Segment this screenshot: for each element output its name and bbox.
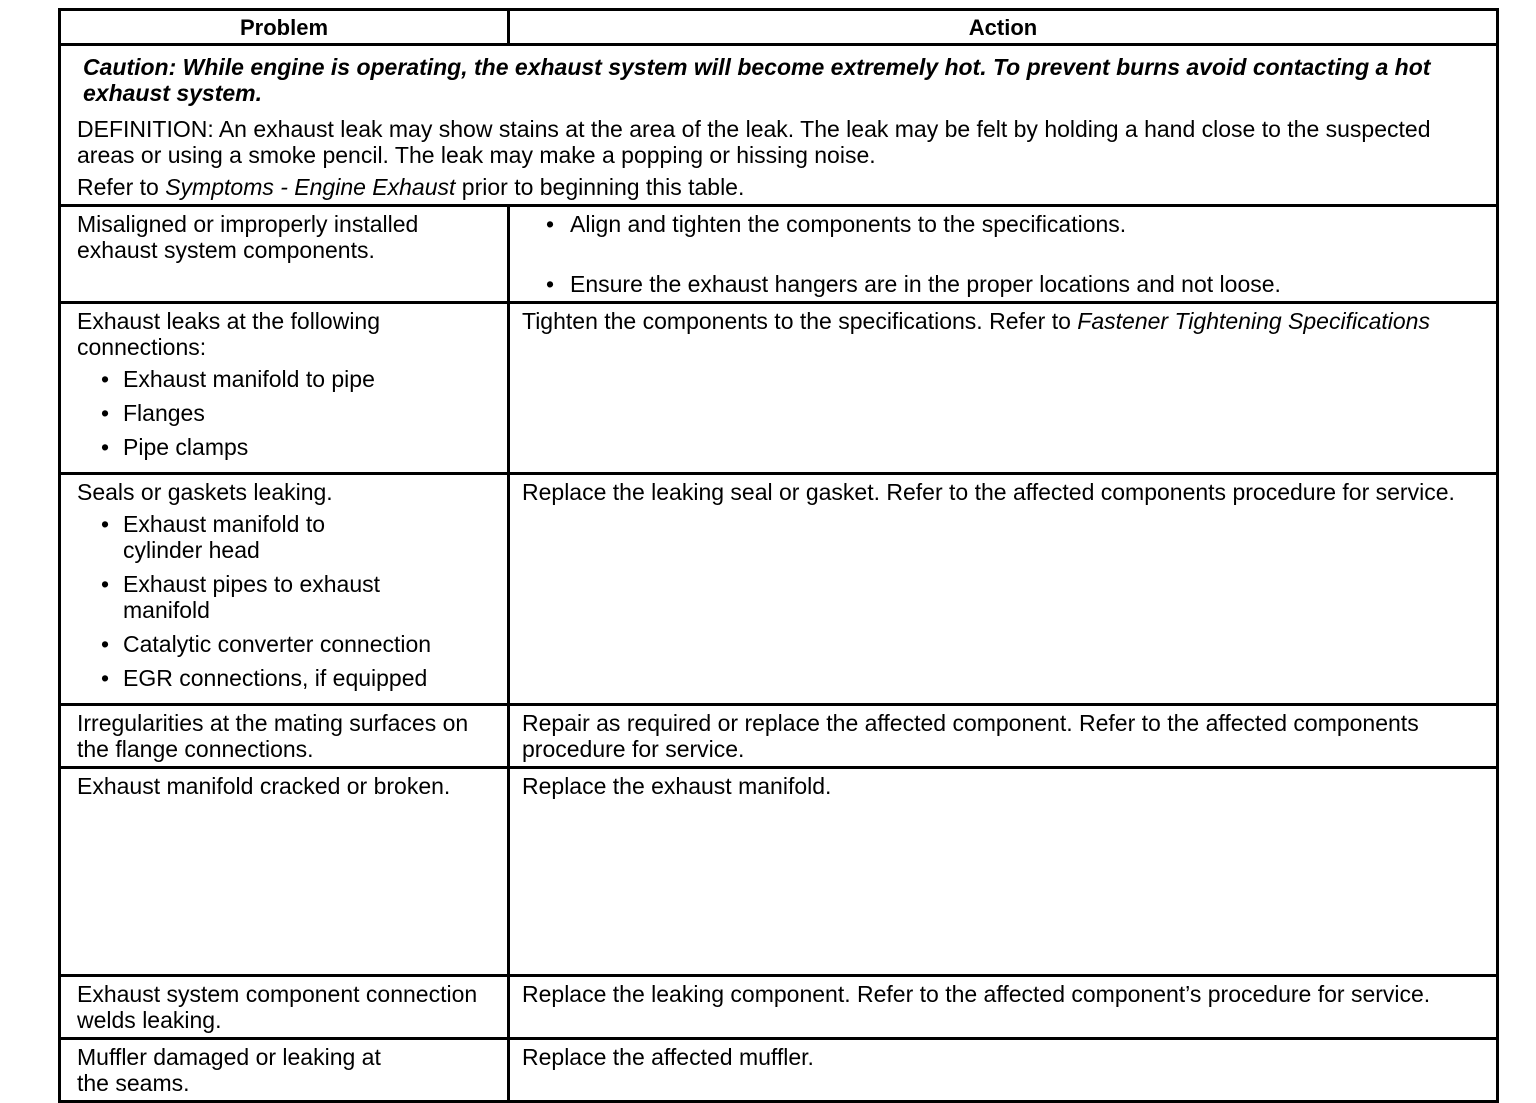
action-text: Replace the leaking component. Refer to the affected component’s procedure for service. [522,981,1431,1007]
diagnostic-table [58,8,1499,1103]
refer-suffix: prior to beginning this table. [461,174,745,200]
table-row [60,768,1498,976]
action-text [522,308,1430,334]
action-bullet: • Align and tighten the components to the specifications. [546,211,1484,237]
action-text: Repair as required or replace the affected component. Refer to the affected components procedure for service. [522,710,1419,762]
problem-text: Misaligned or improperly installed exhaust system components. [77,211,419,263]
action-cell [509,768,1498,976]
problem-bullet: • Flanges [101,400,499,426]
problem-bullet: • Exhaust manifold to pipe [101,366,499,392]
table-row [60,1039,1498,1102]
problem-text: Exhaust leaks at the following connections: [77,308,381,360]
action-column-header: Action [509,10,1498,45]
problem-cell [60,206,509,303]
problem-bullet: • EGR connections, if equipped [101,665,499,691]
action-text-main: Tighten the components to the specifications. Refer to [522,308,1071,334]
symptoms-link[interactable]: Symptoms - Engine Exhaust [165,174,456,200]
fastener-spec-link[interactable]: Fastener Tightening Specifications [1077,308,1430,334]
intro-cell [60,45,1498,206]
action-cell [509,474,1498,705]
action-cell [509,206,1498,303]
action-cell [509,303,1498,474]
action-cell [509,976,1498,1039]
problem-text: Exhaust system component connection welds leaking. [77,981,478,1033]
problem-bullet-list [77,366,499,460]
table-row [60,976,1498,1039]
problem-bullet: • Catalytic converter connection [101,631,499,657]
problem-text: Seals or gaskets leaking. [77,479,333,505]
header-row [60,10,1498,45]
action-text: Replace the leaking seal or gasket. Refer to the affected components procedure for service. [522,479,1455,505]
table-row [60,206,1498,303]
action-cell [509,705,1498,768]
action-text: Replace the exhaust manifold. [522,773,832,799]
problem-text: Irregularities at the mating surfaces on the flange connections. [77,710,469,762]
table-row [60,303,1498,474]
problem-text: Exhaust manifold cracked or broken. [77,773,451,799]
table-row [60,474,1498,705]
problem-cell [60,705,509,768]
action-bullet: • Ensure the exhaust hangers are in the proper locations and not loose. [546,271,1484,297]
problem-bullet-list [77,511,499,691]
problem-text: Muffler damaged or leaking at the seams. [77,1044,381,1096]
problem-cell [60,1039,509,1102]
problem-cell [60,474,509,705]
action-bullet-list [522,211,1484,297]
problem-bullet: • Pipe clamps [101,434,499,460]
intro-row [60,45,1498,206]
action-cell [509,1039,1498,1102]
problem-cell [60,303,509,474]
caution-note: Caution: While engine is operating, the exhaust system will become extremely hot. To prevent burns avoid contacting a hot exhaust system. [83,54,1431,106]
action-text: Replace the affected muffler. [522,1044,814,1070]
problem-bullet: • Exhaust manifold to cylinder head [101,511,353,563]
problem-bullet: • Exhaust pipes to exhaust manifold [101,571,423,623]
problem-column-header: Problem [60,10,509,45]
table-row [60,705,1498,768]
problem-cell [60,976,509,1039]
refer-prefix: Refer to [77,174,159,200]
definition-note: DEFINITION: An exhaust leak may show stains at the area of the leak. The leak may be felt by holding a hand close to the suspected areas or using a smoke pencil. The leak may make a popping or hissing noise. [77,116,1431,168]
refer-note [77,174,1480,200]
problem-cell [60,768,509,976]
